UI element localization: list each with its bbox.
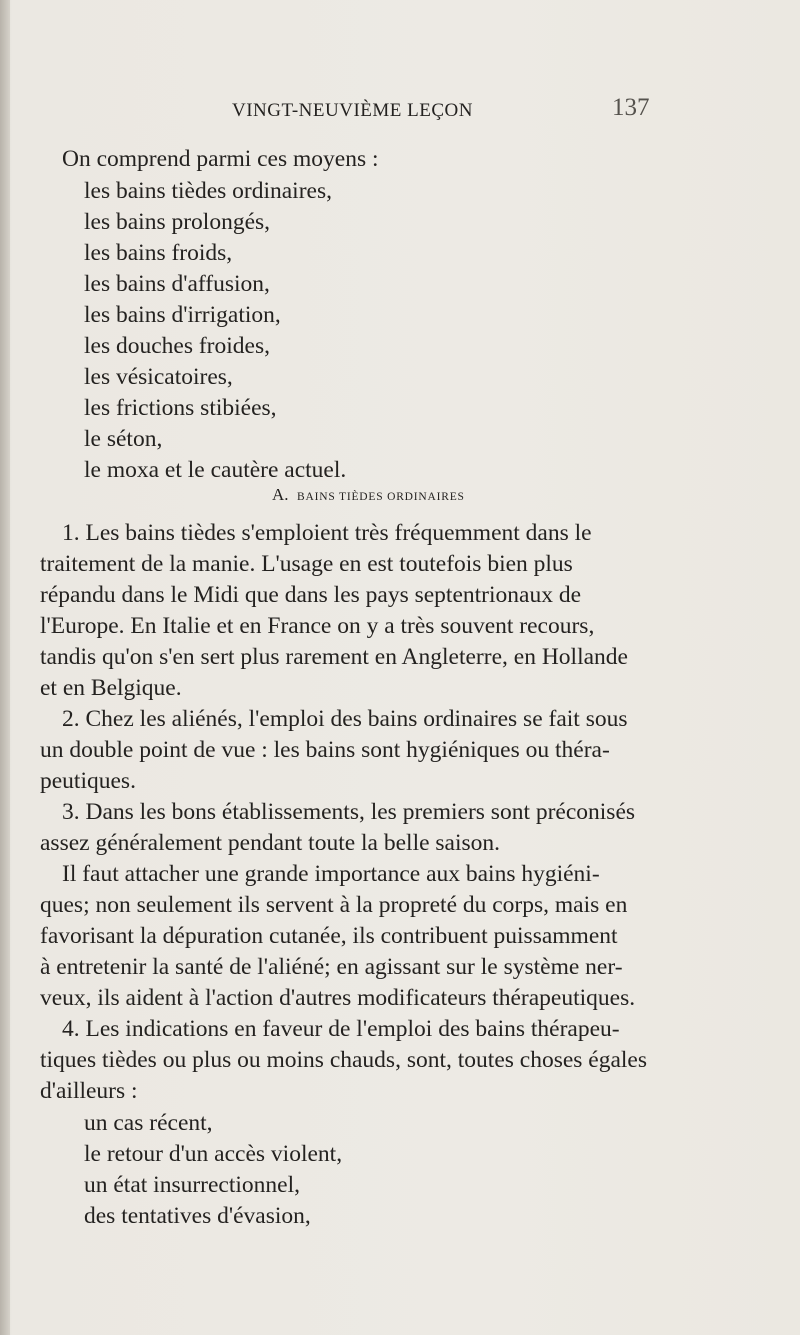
paragraph-line: favorisant la dépuration cutanée, ils contribuent puissamment (40, 923, 618, 949)
paragraph-line: répandu dans le Midi que dans les pays septentrionaux de (40, 582, 582, 608)
section-letter: A. (272, 485, 289, 504)
paragraph-line: 3. Dans les bons établissements, les premiers sont préconisés (62, 799, 636, 825)
paragraph-line: tiques tièdes ou plus ou moins chauds, sont, toutes choses égales (40, 1047, 648, 1073)
paragraph-line: Il faut attacher une grande importance aux bains hygiéni- (62, 861, 600, 887)
indication-item: un état insurrectionnel, (84, 1172, 300, 1198)
paragraph-line: un double point de vue : les bains sont hygiéniques ou théra- (40, 737, 610, 763)
paragraph-line: d'ailleurs : (40, 1078, 138, 1104)
paragraph-line: assez généralement pendant toute la belle saison. (40, 830, 501, 856)
section-heading (272, 485, 465, 505)
paragraph-line: tandis qu'on s'en sert plus rarement en Angleterre, en Hollande (40, 644, 628, 670)
paragraph-line: l'Europe. En Italie et en France on y a très souvent recours, (40, 613, 595, 639)
indication-item: des tentatives d'évasion, (84, 1203, 311, 1229)
paragraph-line: traitement de la manie. L'usage en est toutefois bien plus (40, 551, 573, 577)
paragraph-line: ques; non seulement ils servent à la propreté du corps, mais en (40, 892, 628, 918)
running-title: VINGT-NEUVIÈME LEÇON (232, 100, 473, 121)
list-item: les bains tièdes ordinaires, (84, 178, 332, 204)
section-title: BAINS TIÈDES ORDINAIRES (297, 491, 465, 503)
page-number: 137 (612, 94, 650, 121)
indication-item: le retour d'un accès violent, (84, 1141, 343, 1167)
paragraph-line: 1. Les bains tièdes s'emploient très fréquemment dans le (62, 520, 592, 546)
indication-item: un cas récent, (84, 1110, 213, 1136)
list-item: les bains froids, (84, 240, 233, 266)
list-item: les bains d'affusion, (84, 271, 270, 297)
list-item: les bains prolongés, (84, 209, 271, 235)
paragraph-line: peutiques. (40, 768, 136, 794)
paragraph-line: et en Belgique. (40, 675, 182, 701)
paragraph-line: 2. Chez les aliénés, l'emploi des bains ordinaires se fait sous (62, 706, 628, 732)
paragraph-line: 4. Les indications en faveur de l'emploi des bains thérapeu- (62, 1016, 620, 1042)
list-item: les bains d'irrigation, (84, 302, 281, 328)
paragraph-line: à entretenir la santé de l'aliéné; en agissant sur le système ner- (40, 954, 623, 980)
list-item: les frictions stibiées, (84, 395, 277, 421)
list-item: les vésicatoires, (84, 364, 233, 390)
paragraph-line: veux, ils aident à l'action d'autres modificateurs thérapeutiques. (40, 985, 636, 1011)
page-binding-edge (0, 0, 10, 1335)
intro-line: On comprend parmi ces moyens : (62, 146, 379, 172)
list-item: le moxa et le cautère actuel. (84, 457, 347, 483)
list-item: les douches froides, (84, 333, 270, 359)
list-item: le séton, (84, 426, 163, 452)
